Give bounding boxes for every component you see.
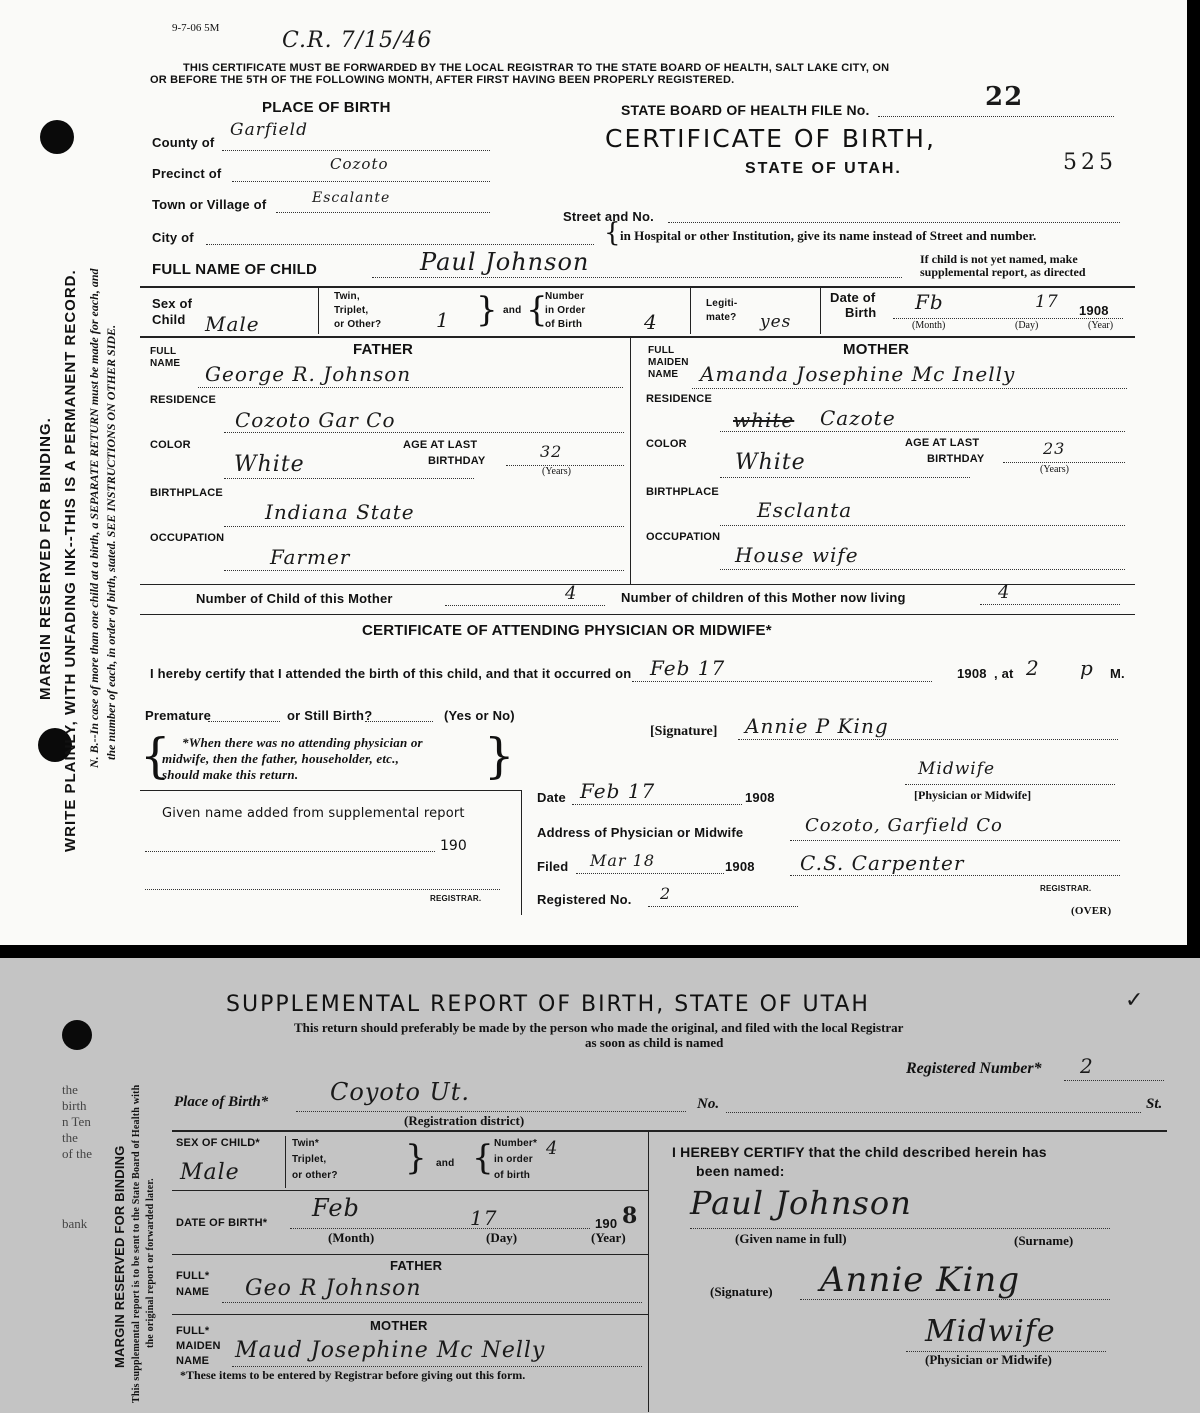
supp-sex-label: SEX OF CHILD*: [176, 1137, 260, 1149]
still-birth-label: or Still Birth?: [287, 708, 373, 723]
father-residence: Cozoto Gar Co: [235, 408, 396, 432]
mother-birthplace: Esclanta: [757, 498, 853, 522]
street-label: Street and No.: [563, 209, 654, 224]
full-name-label: FULL NAME OF CHILD: [152, 261, 317, 278]
sex-value: Male: [205, 312, 260, 336]
bleed-text-1: the: [62, 1082, 78, 1097]
supp-signature-label: (Signature): [710, 1284, 773, 1299]
supp-and-label: and: [436, 1158, 455, 1169]
precinct-label: Precinct of: [152, 166, 222, 181]
father-occupation: Farmer: [270, 545, 351, 569]
supp-registration-district: (Registration district): [404, 1113, 525, 1128]
supp-title: SUPPLEMENTAL REPORT OF BIRTH, STATE OF UTAH: [226, 992, 870, 1017]
supp-day-label: (Day): [486, 1230, 518, 1245]
place-of-birth-heading: PLACE OF BIRTH: [262, 99, 391, 116]
supp-subtitle1: This return should preferably be made by the person who made the original, and filed with the local Registrar: [294, 1020, 904, 1035]
bleed-text-2: birth: [62, 1098, 87, 1113]
father-heading: FATHER: [353, 341, 414, 358]
given-name-added-label: Given name added from supplemental report: [162, 806, 465, 821]
supp-father-name-label: NAME: [176, 1286, 210, 1298]
filed-by: C.S. Carpenter: [800, 851, 965, 875]
father-color-label: COLOR: [150, 439, 191, 451]
mother-color: White: [735, 450, 806, 475]
occurred-year: 1908: [957, 666, 987, 681]
children-living-value: 4: [998, 582, 1011, 603]
address-label: Address of Physician or Midwife: [537, 825, 744, 840]
supp-year-label: (Year): [591, 1230, 626, 1245]
hospital-note: in Hospital or other Institution, give its name instead of Street and number.: [620, 228, 1037, 243]
legit-label-1: Legiti-: [706, 298, 738, 309]
father-occupation-label: OCCUPATION: [150, 532, 225, 544]
form-code: 9-7-06 5M: [172, 22, 220, 34]
date-year: 1908: [745, 790, 775, 805]
supp-father-name: Geo R Johnson: [245, 1276, 422, 1301]
day-label: (Day): [1015, 320, 1039, 331]
sex-label-1: Sex of: [152, 296, 193, 311]
father-name-label: NAME: [150, 358, 181, 369]
occurred-time: 2: [1026, 656, 1040, 680]
yes-no-label: (Yes or No): [444, 708, 515, 723]
father-residence-label: RESIDENCE: [150, 394, 216, 406]
mother-residence-struck: white: [733, 408, 795, 432]
supplemental-report: MARGIN RESERVED FOR BINDING This supplemental report is to be sent to the State Board of Health with the original report or forwarded later. the birth n Ten the of the bank SUPPLEMENTAL REPORT OF BIRTH, STATE OF UTAH ✓ This return should preferably be made by the person who made the original, and filed with the local Registrar as soon as child is named Registered Number* 2 Place of Birth* Coyoto Ut. (Registration district) No. St. SEX OF CHILD* Male Twin* Triplet, or other? } and { Number* in order of birth 4 DATE OF BIRTH* Feb 17 190 8 (Month) (Day) (Year) FATHER FULL* NAME Geo R Johnson MOTHER FULL* MAIDEN NAME Maud Josephine Mc Nelly *These items to be entered by Registrar before giving out this form. I HEREBY CERTIFY that the child described herein has been named: Paul Johnson (Given name in full) (Surname) (Signature) Annie King Midwife (Physician or Midwife): [0, 958, 1200, 1413]
physician-midwife-label: [Physician or Midwife]: [914, 788, 1032, 802]
father-full-label: FULL: [150, 346, 177, 357]
mother-color-label: COLOR: [646, 438, 687, 450]
supp-child-name: Paul Johnson: [690, 1184, 912, 1222]
supp-mother-name: Maud Josephine Mc Nelly: [235, 1338, 546, 1363]
certify-text: I hereby certify that I attended the birth of this child, and that it occurred on: [150, 666, 632, 681]
supp-registrar-note: *These items to be entered by Registrar before giving out this form.: [180, 1368, 526, 1382]
supp-vertical-note1: This supplemental report is to be sent to the State Board of Health with: [131, 1084, 142, 1403]
state-label: STATE OF UTAH.: [745, 160, 902, 177]
and-label: and: [503, 305, 522, 316]
registrar-label: REGISTRAR.: [1040, 884, 1092, 893]
supp-mother-name-label: NAME: [176, 1355, 210, 1367]
year-label: (Year): [1088, 320, 1114, 331]
number-label-1: Number: [545, 291, 584, 302]
legit-value: yes: [760, 312, 792, 332]
premature-label: Premature: [145, 708, 212, 723]
supp-dob-year: 190: [595, 1216, 618, 1231]
signature-label: [Signature]: [650, 724, 718, 739]
supp-dob-day: 17: [470, 1206, 498, 1230]
bleed-text-6: bank: [62, 1216, 88, 1231]
supp-given-name-label: (Given name in full): [735, 1231, 847, 1246]
not-named-note1: If child is not yet named, make: [920, 252, 1078, 266]
mother-years-label: (Years): [1040, 464, 1069, 475]
m-label: M.: [1110, 666, 1125, 681]
number-label-2: in Order: [545, 305, 586, 316]
supp-sex-value: Male: [180, 1160, 240, 1185]
mother-age-label-1: AGE AT LAST: [905, 437, 980, 449]
mother-name-label: NAME: [648, 369, 679, 380]
supp-twin-label-2: Triplet,: [292, 1154, 327, 1165]
midwife-value: Midwife: [918, 759, 996, 779]
number-value: 4: [644, 310, 658, 334]
supp-dob-year-digit: 8: [622, 1203, 639, 1229]
supp-registered-number-label: Registered Number*: [906, 1060, 1042, 1077]
not-named-note2: supplemental report, as directed: [920, 265, 1086, 279]
father-years-label: (Years): [542, 466, 571, 477]
supp-vertical-note2: the original report or forwarded later.: [145, 1178, 156, 1348]
town-value: Escalante: [312, 190, 391, 206]
registered-no-label: Registered No.: [537, 892, 632, 907]
supp-registered-number-value: 2: [1080, 1054, 1094, 1078]
mother-birthplace-label: BIRTHPLACE: [646, 486, 719, 498]
supp-subtitle2: as soon as child is named: [585, 1035, 724, 1050]
no-physician-note3: should make this return.: [162, 767, 299, 782]
given-name-registrar-label: REGISTRAR.: [430, 894, 482, 903]
supp-certify-2: been named:: [696, 1163, 785, 1179]
margin-number: 525: [1063, 150, 1117, 175]
file-no-label: STATE BOARD OF HEALTH FILE No.: [621, 102, 870, 118]
date-label: Date: [537, 790, 566, 805]
father-age: 32: [540, 442, 563, 461]
twin-label-2: Triplet,: [334, 305, 369, 316]
supp-month-label: (Month): [328, 1230, 375, 1245]
pencil-note: C.R. 7/15/46: [282, 28, 433, 53]
supp-place-label: Place of Birth*: [174, 1094, 269, 1110]
signature-value: Annie P King: [745, 714, 889, 738]
supp-mother-heading: MOTHER: [370, 1318, 428, 1333]
no-physician-note1: *When there was no attending physician or: [182, 735, 423, 750]
dob-day: 17: [1035, 292, 1059, 312]
supp-place-value: Coyoto Ut.: [330, 1078, 471, 1106]
physician-heading: CERTIFICATE OF ATTENDING PHYSICIAN OR MIDWIFE*: [362, 622, 772, 639]
file-no-value: 22: [985, 82, 1024, 112]
precinct-value: Cozoto: [330, 155, 389, 173]
supp-mother-maiden-label: MAIDEN: [176, 1340, 221, 1352]
nb-note-line1: N. B.--In case of more than one child at a birth, a SEPARATE RETURN must be made for each, and: [87, 268, 101, 768]
sex-label-2: Child: [152, 312, 186, 327]
notice-line1: THIS CERTIFICATE MUST BE FORWARDED BY THE LOCAL REGISTRAR TO THE STATE BOARD OF HEALTH, SALT LAKE CITY, ON: [183, 62, 890, 74]
town-label: Town or Village of: [152, 197, 267, 212]
no-physician-note2: midwife, then the father, householder, etc.,: [162, 751, 400, 766]
supp-physician-label: (Physician or Midwife): [925, 1352, 1052, 1367]
supp-surname-label: (Surname): [1014, 1233, 1074, 1248]
county-value: Garfield: [230, 120, 308, 140]
bleed-text-5: of the: [62, 1146, 92, 1161]
nb-note-line2: the number of each, in order of birth, stated. SEE INSTRUCTIONS ON OTHER SIDE.: [104, 324, 118, 760]
number-label-3: of Birth: [545, 319, 583, 330]
birth-certificate: MARGIN RESERVED FOR BINDING. WRITE PLAINLY, WITH UNFADING INK--THIS IS A PERMANENT RECORD. N. B.--In case of more than one child at a birth, a SEPARATE RETURN must be made for each, and the number of each, in order of birth, stated. SEE INSTRUCTIONS ON OTHER SIDE. 9-7-06 5M C.R. 7/15/46 THIS CERTIFICATE MUST BE FORWARDED BY THE LOCAL REGISTRAR TO THE STATE BOARD OF HEALTH, SALT LAKE CITY, ON OR BEFORE THE 5TH OF THE FOLLOWING MONTH, AFTER FIRST HAVING BEEN PROPERLY REGISTERED. PLACE OF BIRTH STATE BOARD OF HEALTH FILE No. 22 CERTIFICATE OF BIRTH, STATE OF UTAH. 525 County of Garfield Precinct of Cozoto Town or Village of Escalante Street and No. { City of in Hospital or other Institution, give its name instead of Street and number. FULL NAME OF CHILD Paul Johnson If child is not yet named, make supplemental report, as directed Sex of Child Male Twin, Triplet, or Other? 1 } and { Number in Order of Birth 4 Legiti- mate? yes Date of Birth Fb 17 1908 (Month) (Day) (Year) FATHER MOTHER FULL NAME George R. Johnson FULL MAIDEN NAME Amanda Josephine Mc Inelly RESIDENCE Cozoto Gar Co RESIDENCE white Cazote COLOR AGE AT LAST BIRTHDAY 32 (Years) White COLOR AGE AT LAST BIRTHDAY 23 (Years) White BIRTHPLACE Indiana State BIRTHPLACE Esclanta OCCUPATION Farmer OCCUPATION House wife Number of Child of this Mother 4 Number of children of this Mother now living 4 CERTIFICATE OF ATTENDING PHYSICIAN OR MIDWIFE* I hereby certify that I attended the birth of this child, and that it occurred on Feb 17 1908 , at 2 p M. Premature or Still Birth? (Yes or No) [Signature] Annie P King { *When there was no attending physician or midwife, then the father, householder, etc., should make this return. } Midwife [Physician or Midwife] Given name added from supplemental report 190 REGISTRAR. Date Feb 17 1908 Address of Physician or Midwife Cozoto, Garfield Co Filed Mar 18 1908 C.S. Carpenter REGISTRAR. Registered No. 2 (OVER): [0, 0, 1187, 945]
supp-number-value: 4: [546, 1138, 559, 1159]
dob-label-1: Date of: [830, 290, 876, 305]
dob-month: Fb: [915, 290, 944, 314]
mother-heading: MOTHER: [843, 341, 910, 358]
binding-hole: [40, 120, 74, 154]
write-plainly-text: WRITE PLAINLY, WITH UNFADING INK--THIS IS A PERMANENT RECORD.: [62, 269, 79, 852]
dob-year: 1908: [1079, 303, 1109, 318]
children-living-label: Number of children of this Mother now living: [621, 590, 906, 605]
child-name-value: Paul Johnson: [420, 248, 590, 276]
supp-midwife-value: Midwife: [925, 1314, 1056, 1349]
filed-value: Mar 18: [590, 851, 656, 870]
supp-father-full-label: FULL*: [176, 1270, 210, 1282]
twin-value: 1: [436, 308, 450, 332]
father-color: White: [234, 452, 305, 477]
mother-full-label: FULL: [648, 345, 675, 356]
registered-no-value: 2: [660, 884, 672, 903]
supp-certify-1: I HEREBY CERTIFY that the child described herein has: [672, 1144, 1047, 1160]
supp-dob-label: DATE OF BIRTH*: [176, 1217, 268, 1229]
mother-age-label-2: BIRTHDAY: [927, 453, 985, 465]
certificate-title: CERTIFICATE OF BIRTH,: [605, 124, 936, 153]
month-label: (Month): [912, 320, 946, 331]
given-name-year: 190: [440, 838, 467, 854]
binding-hole: [62, 1020, 92, 1050]
legit-label-2: mate?: [706, 312, 737, 323]
supp-mother-full-label: FULL*: [176, 1325, 210, 1337]
city-label: City of: [152, 230, 194, 245]
bleed-text-3: n Ten: [62, 1114, 91, 1129]
mother-maiden-label: MAIDEN: [648, 357, 689, 368]
supp-number-label-3: of birth: [494, 1170, 531, 1181]
mother-occupation-label: OCCUPATION: [646, 531, 721, 543]
dob-label-2: Birth: [845, 305, 877, 320]
supp-number-label-2: in order: [494, 1154, 533, 1165]
child-number-label: Number of Child of this Mother: [196, 591, 393, 606]
father-birthplace: Indiana State: [265, 500, 415, 524]
mother-residence-label: RESIDENCE: [646, 393, 712, 405]
father-age-label-2: BIRTHDAY: [428, 455, 486, 467]
margin-reserved-text: MARGIN RESERVED FOR BINDING.: [37, 417, 54, 700]
address-value: Cozoto, Garfield Co: [805, 815, 1003, 836]
supp-father-heading: FATHER: [390, 1258, 443, 1273]
occurred-date: Feb 17: [650, 656, 726, 680]
at-label: , at: [994, 666, 1014, 681]
supp-signature-value: Annie King: [820, 1260, 1021, 1300]
pm-value: p: [1080, 656, 1094, 680]
child-number-value: 4: [565, 583, 578, 604]
filed-year: 1908: [725, 859, 755, 874]
supp-number-label-1: Number*: [494, 1138, 538, 1149]
filed-label: Filed: [537, 859, 569, 874]
supp-no-label: No.: [697, 1096, 720, 1112]
supp-dob-month: Feb: [312, 1194, 360, 1222]
mother-residence: Cazote: [820, 406, 896, 430]
twin-label-3: or Other?: [334, 319, 382, 330]
county-label: County of: [152, 135, 215, 150]
father-age-label-1: AGE AT LAST: [403, 439, 478, 451]
supp-twin-label-3: or other?: [292, 1170, 338, 1181]
twin-label-1: Twin,: [334, 291, 360, 302]
supp-twin-label-1: Twin*: [292, 1138, 319, 1149]
mother-name: Amanda Josephine Mc Inelly: [700, 362, 1016, 386]
bleed-text-4: the: [62, 1130, 78, 1145]
mother-age: 23: [1043, 439, 1066, 458]
supp-st-label: St.: [1146, 1096, 1163, 1112]
notice-line2: OR BEFORE THE 5TH OF THE FOLLOWING MONTH, AFTER FIRST HAVING BEEN PROPERLY REGISTERED.: [150, 74, 735, 86]
date-value: Feb 17: [580, 779, 656, 803]
over-label: (OVER): [1071, 905, 1112, 917]
mother-occupation: House wife: [735, 543, 859, 567]
father-birthplace-label: BIRTHPLACE: [150, 487, 223, 499]
supp-margin-reserved: MARGIN RESERVED FOR BINDING: [112, 1145, 127, 1368]
father-name: George R. Johnson: [205, 362, 412, 386]
